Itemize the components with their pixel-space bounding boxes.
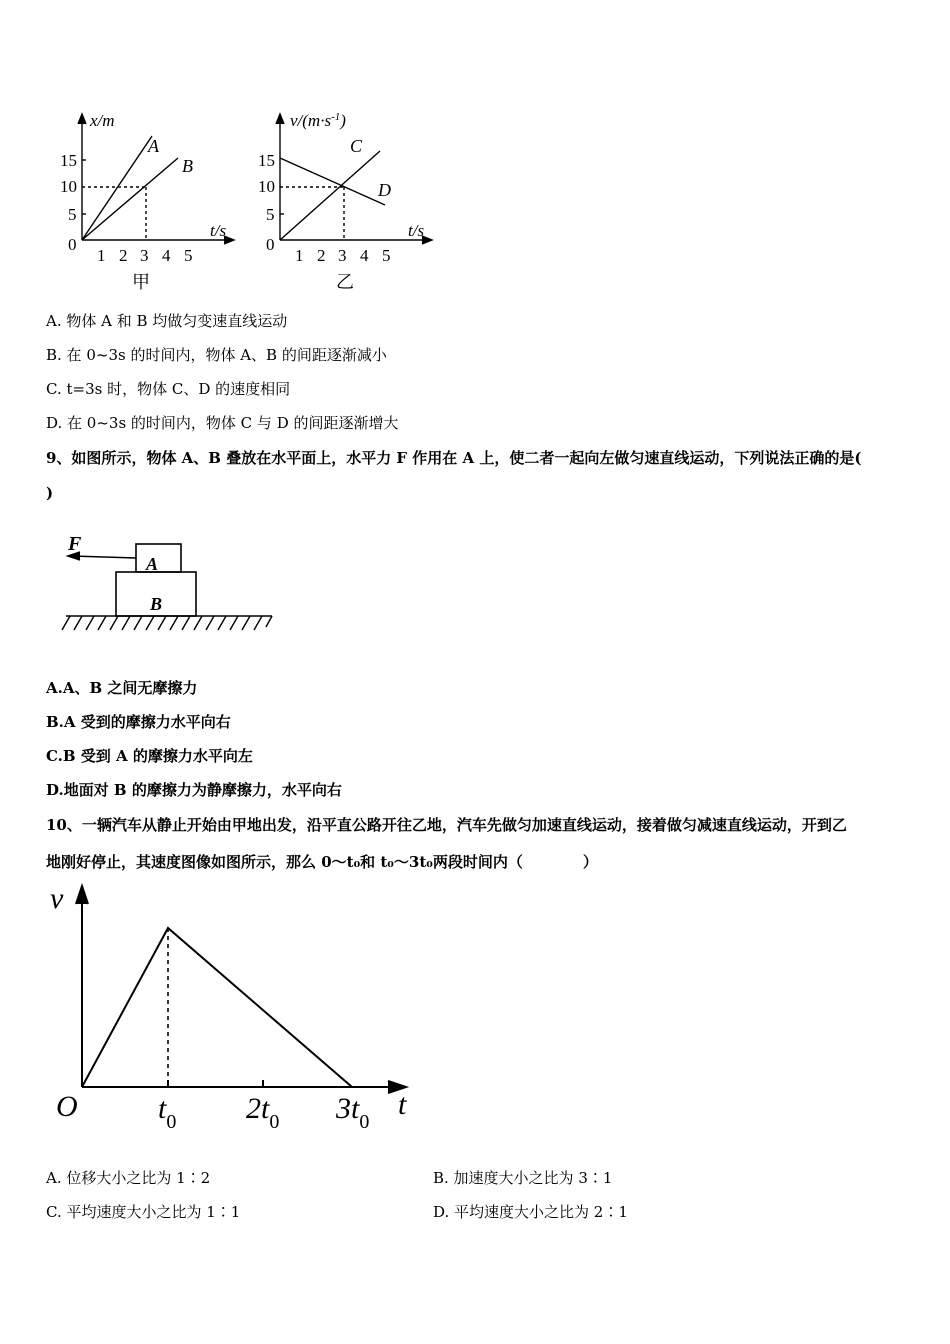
tick-label-2t0: $2t_0$ bbox=[246, 1092, 280, 1133]
y-tick: 10 bbox=[258, 177, 275, 196]
q8-option-b: B. 在 0~3s 的时间内，物体 A、B 的间距逐渐减小 bbox=[46, 346, 387, 364]
y-tick: 15 bbox=[60, 151, 77, 170]
x-axis-label: t/s bbox=[408, 221, 425, 240]
block-a-label: A bbox=[146, 554, 159, 574]
q10-stem-line1: 10、一辆汽车从静止开始由甲地出发，沿平直公路开往乙地，汽车先做匀加速直线运动，接着做匀减速直线运动，开到乙 bbox=[46, 816, 847, 834]
y-tick: 15 bbox=[258, 151, 275, 170]
q8-option-c: C. t=3s 时，物体 C、D 的速度相同 bbox=[46, 380, 291, 398]
line-label-c: C bbox=[350, 136, 363, 156]
x-tick: 3 bbox=[140, 246, 149, 265]
line-label-b: B bbox=[182, 156, 193, 176]
q9-figure bbox=[60, 530, 280, 640]
q9-option-a: A.A、B 之间无摩擦力 bbox=[46, 679, 198, 697]
tick-label-t0: $t_0$ bbox=[158, 1092, 177, 1133]
x-tick: 4 bbox=[162, 246, 171, 265]
tick-label-3t0: $3t_0$ bbox=[336, 1092, 370, 1133]
q10-option-d: D. 平均速度大小之比为 2∶1 bbox=[433, 1203, 628, 1221]
x-tick: 1 bbox=[295, 246, 304, 265]
block-b-label: B bbox=[150, 594, 163, 614]
x-tick: 2 bbox=[317, 246, 326, 265]
line-label-a: A bbox=[148, 136, 159, 156]
x-tick: 3 bbox=[338, 246, 347, 265]
y-tick: 0 bbox=[68, 235, 77, 254]
x-tick: 4 bbox=[360, 246, 369, 265]
y-tick: 10 bbox=[60, 177, 77, 196]
q10-option-a: A. 位移大小之比为 1∶2 bbox=[46, 1169, 211, 1187]
origin-label: O bbox=[56, 1090, 78, 1123]
block-a bbox=[136, 544, 181, 572]
x-tick: 5 bbox=[382, 246, 391, 265]
y-axis-label: v bbox=[50, 882, 64, 915]
q9-option-b: B.A 受到的摩擦力水平向右 bbox=[46, 713, 231, 731]
y-axis-label: $v/(m\cdot s^{-1})$ bbox=[290, 111, 346, 130]
graph-caption: 乙 bbox=[336, 272, 354, 292]
y-tick: 5 bbox=[266, 205, 275, 224]
q9-option-d: D.地面对 B 的摩擦力为静摩擦力，水平向右 bbox=[46, 781, 342, 799]
q9-stem-line1: 9、如图所示，物体 A、B 叠放在水平面上，水平力 F 作用在 A 上，使二者一起向左做匀速直线运动，下列说法正确的是( bbox=[46, 449, 862, 467]
line-b bbox=[82, 158, 178, 240]
q8-option-d: D. 在 0~3s 的时间内，物体 C 与 D 的间距逐渐增大 bbox=[46, 414, 399, 432]
graph-jia bbox=[60, 108, 250, 298]
y-axis-label: x/m bbox=[90, 111, 115, 130]
graph-caption: 甲 bbox=[132, 272, 150, 292]
y-tick: 5 bbox=[68, 205, 77, 224]
force-label: F bbox=[68, 533, 82, 555]
x-axis-label: t/s bbox=[210, 221, 227, 240]
line-label-d: D bbox=[378, 180, 391, 200]
q9-stem-line2: ) bbox=[46, 484, 54, 502]
x-tick: 5 bbox=[184, 246, 193, 265]
graph-yi bbox=[258, 108, 448, 298]
velocity-line bbox=[82, 928, 352, 1087]
q10-option-b: B. 加速度大小之比为 3∶1 bbox=[433, 1169, 613, 1187]
x-tick: 2 bbox=[119, 246, 128, 265]
q10-stem-line2: 地刚好停止，其速度图像如图所示，那么 0～t₀和 t₀～3t₀两段时间内（ ） bbox=[46, 853, 598, 871]
x-tick: 1 bbox=[97, 246, 106, 265]
q8-option-a: A. 物体 A 和 B 均做匀变速直线运动 bbox=[46, 312, 288, 330]
q10-vt-graph bbox=[48, 878, 418, 1140]
line-d bbox=[280, 158, 385, 205]
q10-option-c: C. 平均速度大小之比为 1∶1 bbox=[46, 1203, 241, 1221]
q9-option-c: C.B 受到 A 的摩擦力水平向左 bbox=[46, 747, 253, 765]
x-axis-label: t bbox=[398, 1088, 407, 1121]
y-tick: 0 bbox=[266, 235, 275, 254]
line-a bbox=[82, 136, 152, 240]
